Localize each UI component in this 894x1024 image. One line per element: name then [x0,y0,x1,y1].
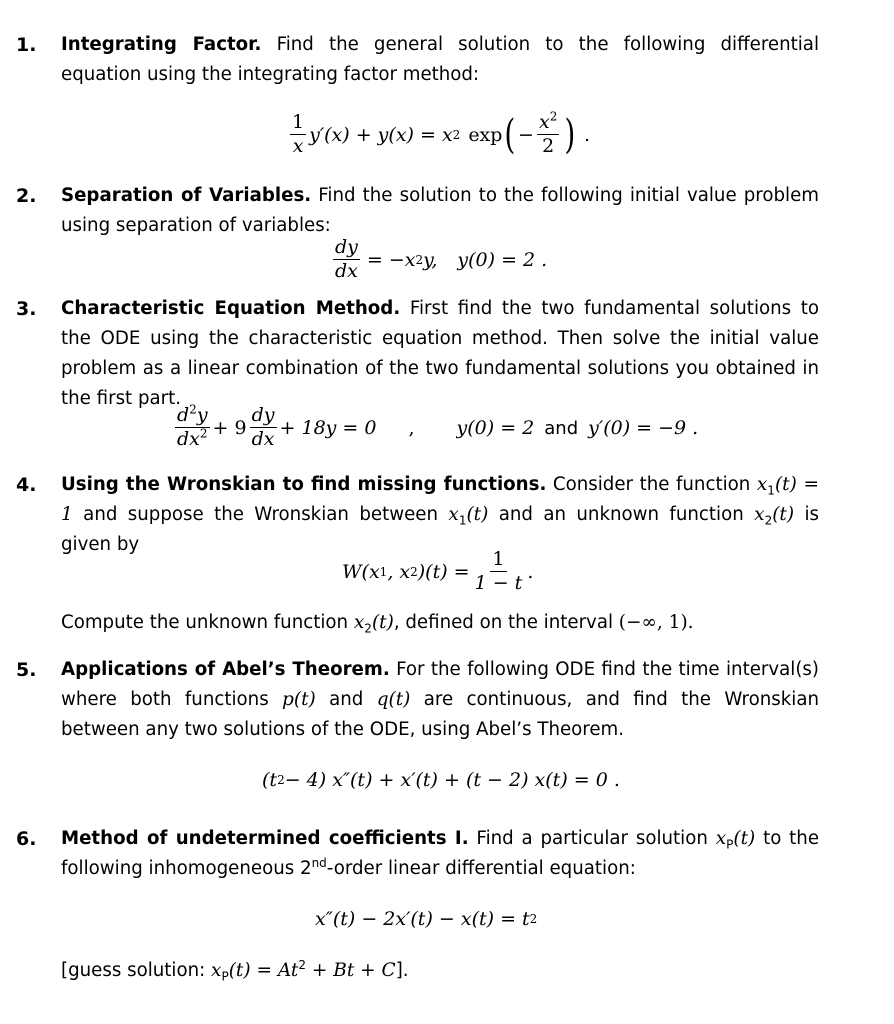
fraction: $\frac{d^2y}{dx^2}$ [177,402,208,450]
problem-title: Applications of Abel’s Theorem. [61,659,390,680]
equation-2: $\frac{dy}{dx}$ = −x 2 y, y(0) = 2 . [335,236,548,282]
guess-solution: [guess solution: $x_P(t) = At^2 + Bt + C$]. [61,957,409,984]
equation-1: $\frac{1}{x}$ y′(x) + y(x) = x 2 exp ( − $\frac{x^2}{2}$ ) . [292,109,590,158]
problem-title: Integrating Factor. [61,34,262,55]
problem-number: 6. [16,828,37,850]
problem-number: 2. [16,185,37,207]
problem-number: 5. [16,659,37,681]
fraction: $\frac{1}{x}$ [292,111,305,157]
problem-title: Characteristic Equation Method. [61,298,401,319]
fraction: $\frac{dy}{dx}$ [335,236,358,282]
problem-number: 4. [16,474,37,496]
equation-5: (t 2 − 4) x″(t) + x′(t) + (t − 2) x(t) = 0 . [262,769,620,791]
problem-text: Applications of Abel’s Theorem. For the following ODE find the time interval(s) where both functions p(t) and q(t) are continuous, and find the Wronskian between any two solutions of the ODE, using Abel’s Theorem. [61,659,819,740]
problem-title: Method of undetermined coefficients I. [61,828,469,849]
problem-text: Separation of Variables. Find the solution to the following initial value problem using separation of variables: [61,185,819,236]
problem-text: Method of undetermined coefficients I. Find a particular solution $x_P(t)$ to the following inhomogeneous 2nd-order linear differential equation: [61,828,820,879]
problem-number: 1. [16,34,37,56]
equation-6: x″(t) − 2x′(t) − x(t) = t 2 [315,908,538,930]
problem-text: Using the Wronskian to find missing functions. Consider the function $x_1(t) = 1$ and suppose the Wronskian between $x_1(t)$ and an unknown function $x_2(t)$ is given by [61,474,820,555]
equation-4: W(x 1 , x 2 )(t) = $\frac{1}{1 - t}$ . [342,548,534,594]
fraction: $\frac{dy}{dx}$ [251,404,275,450]
problem-text: Integrating Factor. Find the general solution to the following differential equation using the integrating factor method: [61,34,819,85]
fraction: $\frac{x^2}{2}$ [538,109,558,157]
problem-followup: Compute the unknown function $x_2(t)$, defined on the interval (−∞, 1). [61,612,694,636]
problem-number: 3. [16,298,37,320]
problem-title: Separation of Variables. [61,185,312,206]
problem-text: Characteristic Equation Method. First find the two fundamental solutions to the ODE using the characteristic equation method. Then solve the initial value problem as a linear combination of the two fundamental solutions you obtained in the first part. [61,298,819,409]
equation-3: $\frac{d^2y}{dx^2}$ + 9 $\frac{dy}{dx}$ + 18y = 0 , y(0) = 2 and y′(0) = −9 . [177,402,699,450]
fraction: $\frac{1}{1 - t}$ [474,548,523,594]
problem-title: Using the Wronskian to find missing functions. [61,474,547,495]
